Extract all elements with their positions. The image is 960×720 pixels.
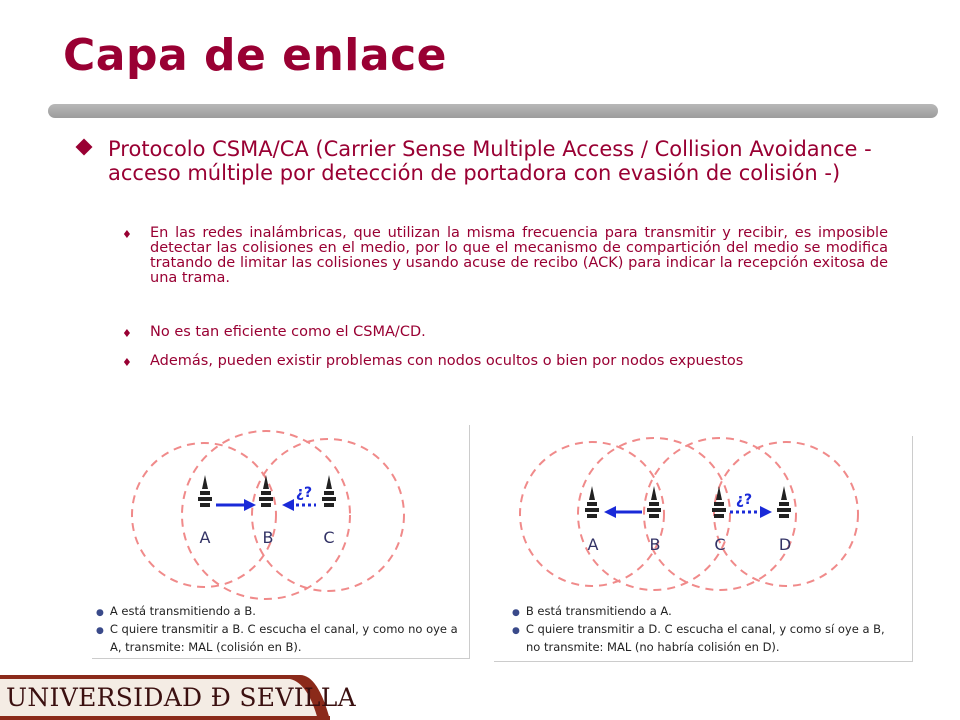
node-label-c: C bbox=[714, 535, 726, 554]
hidden-node-caption bbox=[96, 603, 466, 655]
caption-line: ● C quiere transmitir a B. C escucha el canal, y como no oye a bbox=[96, 622, 458, 636]
range-circle-b bbox=[182, 431, 350, 599]
antenna-icon-b bbox=[259, 475, 273, 507]
caption-line: ● C quiere transmitir a D. C escucha el canal, y como sí oye a B, bbox=[512, 622, 885, 636]
node-label-a: A bbox=[199, 528, 211, 547]
question-mark: ¿? bbox=[735, 492, 753, 508]
caption-line: A, transmite: MAL (colisión en B). bbox=[110, 640, 302, 654]
small-diamond-icon: ♦ bbox=[122, 228, 132, 241]
exposed-node-diagram bbox=[494, 436, 913, 662]
title-underline-bar bbox=[48, 104, 938, 118]
slide-title: Capa de enlace bbox=[63, 30, 448, 81]
caption-line: no transmite: MAL (no habría colisión en D). bbox=[526, 640, 780, 654]
node-label-b: B bbox=[649, 535, 661, 554]
arrow-head-icon bbox=[760, 506, 772, 518]
range-circle-a bbox=[132, 443, 276, 587]
node-label-c: C bbox=[323, 528, 335, 547]
exposed-node-caption bbox=[512, 603, 908, 655]
question-mark: ¿? bbox=[295, 485, 313, 501]
sub-bullet-text: No es tan eficiente como el CSMA/CD. bbox=[150, 324, 426, 340]
node-label-b: B bbox=[262, 528, 274, 547]
main-bullet-text: Protocolo CSMA/CA (Carrier Sense Multiple Access / Collision Avoidance - acceso múltiple por detección de portadora con evasión de colisión -) bbox=[108, 137, 872, 185]
sub-bullet-text: Además, pueden existir problemas con nodos ocultos o bien por nodos expuestos bbox=[150, 353, 744, 369]
caption-line: ● A está transmitiendo a B. bbox=[96, 604, 256, 618]
diamond-bullet-icon bbox=[76, 139, 93, 156]
small-diamond-icon: ♦ bbox=[122, 327, 132, 340]
university-logo-text: UNIVERSIDAD Ð SEVILLA bbox=[6, 683, 357, 712]
antenna-icon-a bbox=[585, 486, 599, 518]
node-label-d: D bbox=[778, 535, 792, 554]
exposed-node-figure bbox=[494, 436, 912, 601]
antenna-icon-a bbox=[198, 475, 212, 507]
range-circle-c bbox=[252, 439, 404, 591]
small-diamond-icon: ♦ bbox=[122, 356, 132, 369]
arrow-head-icon bbox=[604, 506, 616, 518]
hidden-node-figure bbox=[92, 425, 469, 600]
sub-bullet-text: En las redes inalámbricas, que utilizan la misma frecuencia para transmitir y recibir, es imposible detectar las colisiones en el medio, por lo que el mecanismo de compartición del medio se modifica tratando de limitar las colisiones y usando acuse de recibo (ACK) para indicar la recepción exitosa de una trama. bbox=[150, 225, 888, 286]
arrow-head-icon bbox=[282, 499, 294, 511]
antenna-icon-b bbox=[647, 486, 661, 518]
antenna-icon-d bbox=[777, 486, 791, 518]
hidden-node-diagram bbox=[92, 425, 470, 659]
node-label-a: A bbox=[587, 535, 599, 554]
antenna-icon-c bbox=[322, 475, 336, 507]
caption-line: ● B está transmitiendo a A. bbox=[512, 604, 672, 618]
